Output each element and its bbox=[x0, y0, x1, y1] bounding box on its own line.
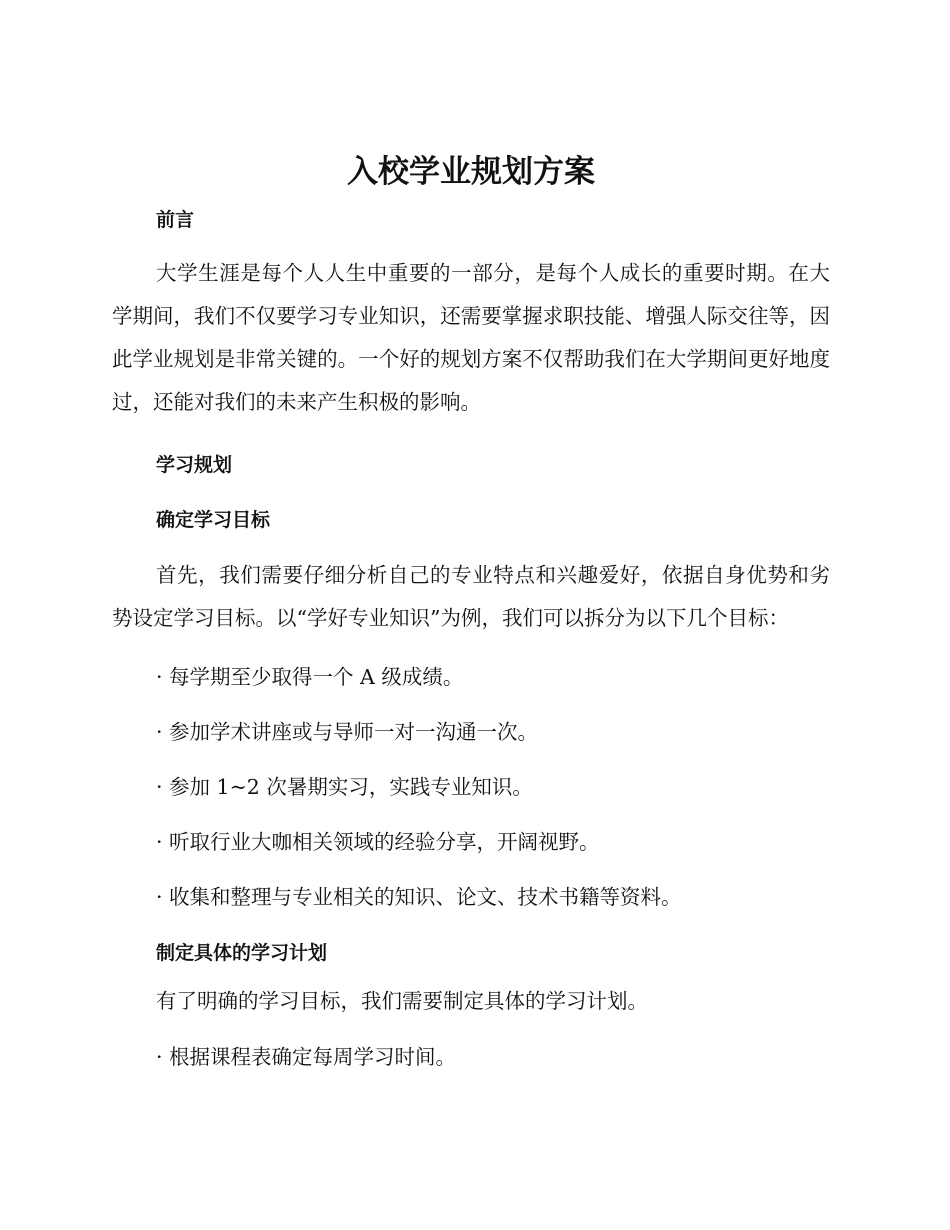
preface-heading: 前言 bbox=[156, 209, 195, 231]
goal-heading: 确定学习目标 bbox=[156, 509, 271, 531]
plan-list-item: · 根据课程表确定每周学习时间。 bbox=[156, 1045, 457, 1069]
document-page bbox=[112, 146, 830, 1072]
document-title: 入校学业规划方案 bbox=[347, 154, 595, 190]
goal-list-item: · 听取行业大咖相关领域的经验分享，开阔视野。 bbox=[156, 830, 600, 854]
goal-list-item: · 参加 1~2 次暑期实习，实践专业知识。 bbox=[156, 775, 533, 799]
study-plan-heading: 学习规划 bbox=[156, 454, 233, 476]
plan-heading: 制定具体的学习计划 bbox=[156, 942, 328, 964]
goal-list-item: · 参加学术讲座或与导师一对一沟通一次。 bbox=[156, 720, 539, 744]
goal-paragraph: 首先，我们需要仔细分析自己的专业特点和兴趣爱好，依据自身优势和劣势设定学习目标。以“学好专业知识”为例，我们可以拆分为以下几个目标： bbox=[112, 563, 830, 630]
goal-list-item: · 收集和整理与专业相关的知识、论文、技术书籍等资料。 bbox=[156, 885, 682, 909]
preface-paragraph: 大学生涯是每个人人生中重要的一部分，是每个人成长的重要时期。在大学期间，我们不仅要学习专业知识，还需要掌握求职技能、增强人际交往等，因此学业规划是非常关键的。一个好的规划方案不仅帮助我们在大学期间更好地度过，还能对我们的未来产生积极的影响。 bbox=[112, 261, 830, 414]
plan-paragraph: 有了明确的学习目标，我们需要制定具体的学习计划。 bbox=[156, 989, 648, 1013]
goal-list-item: · 每学期至少取得一个 A 级成绩。 bbox=[156, 665, 464, 689]
